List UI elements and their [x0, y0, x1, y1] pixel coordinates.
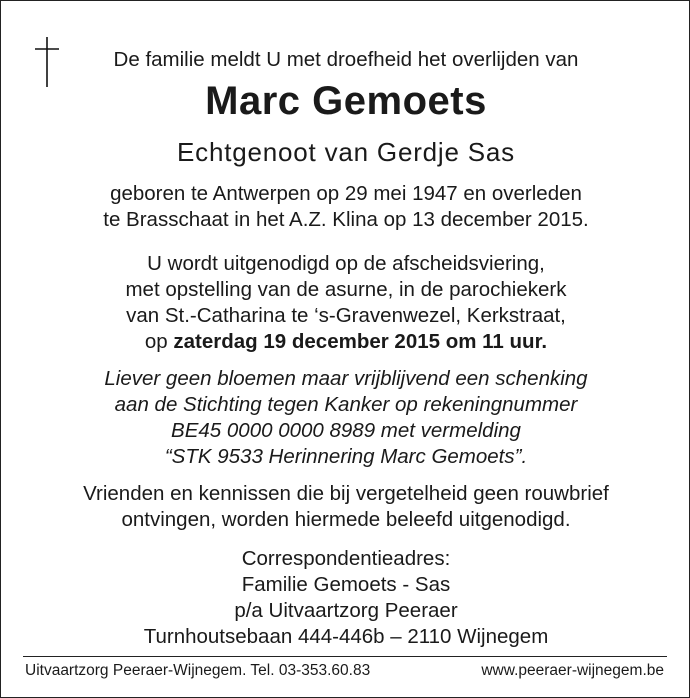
- footer-divider: [23, 656, 667, 657]
- deceased-name: Marc Gemoets: [205, 79, 487, 123]
- spouse-line: Echtgenoot van Gerdje Sas: [177, 137, 515, 167]
- correspondence-care-of: p/a Uitvaartzorg Peeraer: [234, 599, 458, 622]
- correspondence-family: Familie Gemoets - Sas: [241, 573, 451, 596]
- friends-line-1: Vrienden en kennissen die bij vergetelheid geen rouwbrief: [83, 482, 609, 505]
- birth-death-line-1: geboren te Antwerpen op 29 mei 1947 en overleden: [110, 182, 582, 205]
- intro-text: De familie meldt U met droefheid het overlijden van: [113, 48, 579, 71]
- invitation-line-1: U wordt uitgenodigd op de afscheidsviering,: [147, 252, 545, 275]
- friends-line-2: ontvingen, worden hiermede beleefd uitgenodigd.: [121, 508, 571, 531]
- donation-line-4: “STK 9533 Herinnering Marc Gemoets”.: [164, 445, 528, 468]
- invitation-line-2: met opstelling van de asurne, in de parochiekerk: [125, 278, 567, 301]
- ceremony-date-prefix: op: [144, 330, 174, 353]
- invitation-line-3: van St.-Catharina te ‘s-Gravenwezel, Kerkstraat,: [126, 304, 566, 327]
- ceremony-date-line: [1, 330, 690, 354]
- funeral-home-contact: Uitvaartzorg Peeraer-Wijnegem. Tel. 03-353.60.83: [25, 662, 371, 679]
- ceremony-date: zaterdag 19 december 2015 om 11 uur.: [173, 330, 548, 353]
- correspondence-address: Turnhoutsebaan 444-446b – 2110 Wijnegem: [143, 625, 549, 648]
- donation-line-1: Liever geen bloemen maar vrijblijvend een schenking: [104, 367, 588, 390]
- funeral-home-website: www.peeraer-wijnegem.be: [481, 662, 664, 679]
- correspondence-heading: Correspondentieadres:: [241, 547, 451, 570]
- donation-line-3: BE45 0000 0000 8989 met vermelding: [171, 419, 521, 442]
- donation-line-2: aan de Stichting tegen Kanker op rekeningnummer: [114, 393, 578, 416]
- birth-death-line-2: te Brasschaat in het A.Z. Klina op 13 december 2015.: [103, 208, 589, 231]
